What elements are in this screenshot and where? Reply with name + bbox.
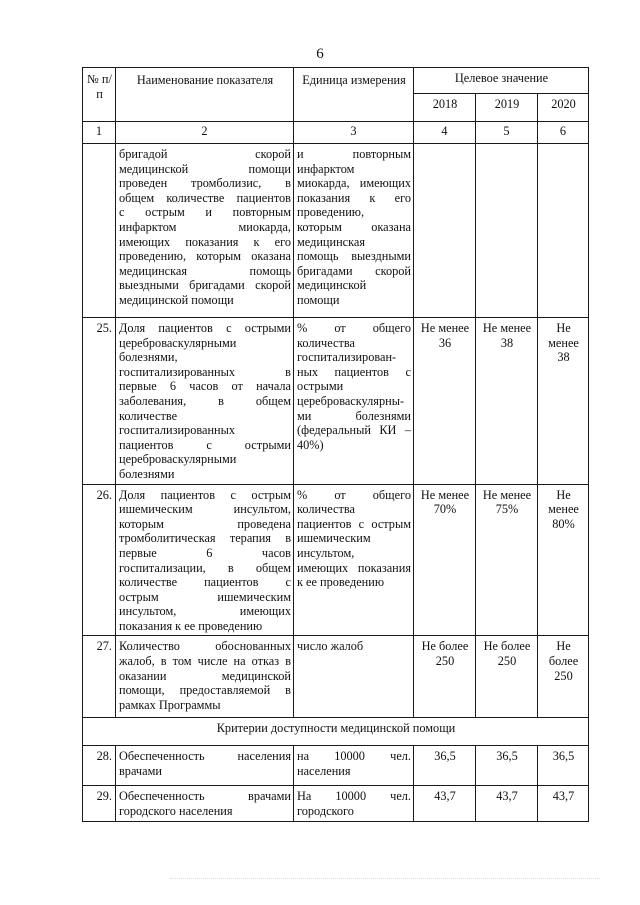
row-number: 26. [83, 484, 116, 636]
section-title: Критерии доступности медицинской помощи [83, 718, 589, 746]
row-number: 28. [83, 746, 116, 786]
text-line: пациентов с острыми [119, 437, 291, 452]
row-number [83, 144, 116, 318]
target-value: Не менее 38 [476, 318, 538, 485]
column-number: 3 [294, 122, 414, 144]
text-line: заболевания, в общем [119, 393, 291, 408]
text-line: цереброваскулярными [119, 335, 237, 350]
text-line: Обеспеченность населения [119, 749, 291, 764]
target-value: Не менее 75% [476, 484, 538, 636]
text-line: Количество обоснованных [119, 639, 291, 654]
text-line: 40%) [297, 437, 324, 452]
text-line: На 10000 чел. [297, 789, 411, 804]
target-value: 36,5 [414, 746, 476, 786]
row-number: 29. [83, 786, 116, 822]
text-line: инфарктом миокарда, [119, 219, 291, 234]
target-value: Не более 250 [414, 636, 476, 718]
row-number: 27. [83, 636, 116, 718]
target-value: Не менее 38 [538, 318, 589, 485]
target-value: Не менее 36 [414, 318, 476, 485]
indicator-name [116, 786, 294, 822]
section-row [83, 718, 589, 746]
column-number: 1 [83, 122, 116, 144]
text-line: ми болезнями [297, 408, 411, 423]
header-year: 2020 [538, 94, 589, 122]
target-value: 43,7 [414, 786, 476, 822]
text-line: которым проведена [119, 516, 291, 531]
text-line: которым оказана [297, 219, 411, 234]
column-number: 6 [538, 122, 589, 144]
text-line: первые 6 часов от начала [119, 379, 291, 394]
text-line: госпитализации, в общем [119, 560, 291, 575]
text-line: показания к ее проведению [119, 618, 263, 633]
header-row-top [83, 68, 589, 94]
text-line: выездными бригадами скорой [119, 278, 291, 293]
target-value: Не менее 70% [414, 484, 476, 636]
target-value: 43,7 [476, 786, 538, 822]
indicator-name [116, 636, 294, 718]
indicators-table [82, 67, 589, 822]
indicator-unit [294, 318, 414, 485]
text-line: рамках Программы [119, 697, 221, 712]
table-row [83, 144, 589, 318]
page-footer-line [170, 878, 600, 883]
text-line: число жалоб [297, 639, 364, 654]
text-line: общем количестве пациентов [119, 190, 291, 205]
text-line: госпитализированных [119, 423, 236, 438]
text-line: болезнями [119, 466, 175, 481]
indicator-unit [294, 636, 414, 718]
column-number: 2 [116, 122, 294, 144]
text-line: помощи, предоставляемой в [119, 683, 291, 698]
target-value: 43,7 [538, 786, 589, 822]
text-line: количестве [119, 408, 178, 423]
text-line: госпитализированных в [119, 364, 291, 379]
column-number: 4 [414, 122, 476, 144]
text-line: острым ишемическим [119, 589, 291, 604]
row-number: 25. [83, 318, 116, 485]
text-line: населения [297, 764, 351, 779]
target-value: 36,5 [538, 746, 589, 786]
indicator-unit [294, 746, 414, 786]
text-line: инфарктом [297, 161, 355, 176]
text-line: первые 6 часов [119, 545, 291, 560]
target-value: 36,5 [476, 746, 538, 786]
text-line: болезнями, [119, 350, 178, 365]
column-number: 5 [476, 122, 538, 144]
text-line: жалоб, в том числе на отказ в [119, 654, 291, 669]
text-line: (федеральный КИ – [297, 423, 411, 438]
column-numbers-row [83, 122, 589, 144]
header-num: № п/п [83, 68, 116, 122]
target-value [476, 144, 538, 318]
header-unit: Единица измерения [294, 68, 414, 122]
text-line: врачами [119, 764, 162, 779]
text-line: бригадой скорой [119, 147, 291, 161]
target-value: Не менее 80% [538, 484, 589, 636]
text-line: к ее проведению [297, 575, 385, 590]
text-line: Доля пациентов с острыми [119, 321, 291, 335]
text-line: количества [297, 335, 355, 350]
text-line: проведению, [297, 205, 365, 220]
text-line: и повторным [297, 147, 411, 161]
text-line: % от общего [297, 487, 411, 502]
text-line: острыми [297, 379, 344, 394]
text-line: пациентов с острым [297, 516, 411, 531]
indicator-name [116, 318, 294, 485]
text-line: с острым и повторным [119, 205, 291, 220]
table-row [83, 636, 589, 718]
text-line: Доля пациентов с острым [119, 487, 291, 502]
text-line: ишемическим [297, 531, 371, 546]
text-line: имеющих показания [297, 560, 411, 575]
text-line: цереброваскулярны- [297, 393, 405, 408]
text-line: % от общего [297, 321, 411, 335]
target-value: Не более 250 [476, 636, 538, 718]
text-line: помощи [297, 292, 340, 307]
text-line: на 10000 чел. [297, 749, 411, 764]
header-name: Наименование показателя [116, 68, 294, 122]
text-line: ишемическим инсультом, [119, 502, 291, 517]
text-line: цереброваскулярными [119, 452, 237, 467]
indicator-name [116, 484, 294, 636]
target-value [414, 144, 476, 318]
text-line: городского [297, 804, 354, 819]
text-line: количестве пациентов с [119, 575, 291, 590]
indicator-unit [294, 484, 414, 636]
text-line: тромболитическая терапия в [119, 531, 291, 546]
header-target: Целевое значение [414, 68, 589, 94]
text-line: проведен тромболизис, в [119, 176, 291, 191]
text-line: Обеспеченность врачами [119, 789, 291, 804]
text-line: инсультом, имеющих [119, 604, 291, 619]
text-line: количества [297, 502, 355, 517]
page-number: 6 [316, 46, 324, 62]
header-year: 2019 [476, 94, 538, 122]
text-line: оказании медицинской [119, 668, 291, 683]
table-row [83, 484, 589, 636]
text-line: показания к его [297, 190, 411, 205]
text-line: городского населения [119, 804, 233, 819]
indicator-unit [294, 786, 414, 822]
text-line: медицинской помощи [119, 161, 291, 176]
header-year: 2018 [414, 94, 476, 122]
text-line: госпитализирован- [297, 350, 397, 365]
target-value [538, 144, 589, 318]
text-line: медицинской помощи [119, 292, 234, 307]
text-line: медицинская помощь [119, 263, 291, 278]
table-row [83, 318, 589, 485]
text-line: ных пациентов с [297, 364, 411, 379]
text-line: медицинской [297, 278, 367, 293]
indicator-name [116, 144, 294, 318]
text-line: проведению, которым оказана [119, 249, 291, 264]
table-row [83, 786, 589, 822]
text-line: миокарда, имеющих [297, 176, 411, 191]
text-line: имеющих показания к его [119, 234, 291, 249]
table-row [83, 746, 589, 786]
text-line: медицинская [297, 234, 366, 249]
text-line: помощь выездными [297, 249, 411, 264]
indicator-name [116, 746, 294, 786]
text-line: инсультом, [297, 545, 355, 560]
text-line: бригадами скорой [297, 263, 411, 278]
indicator-unit [294, 144, 414, 318]
target-value: Не более 250 [538, 636, 589, 718]
